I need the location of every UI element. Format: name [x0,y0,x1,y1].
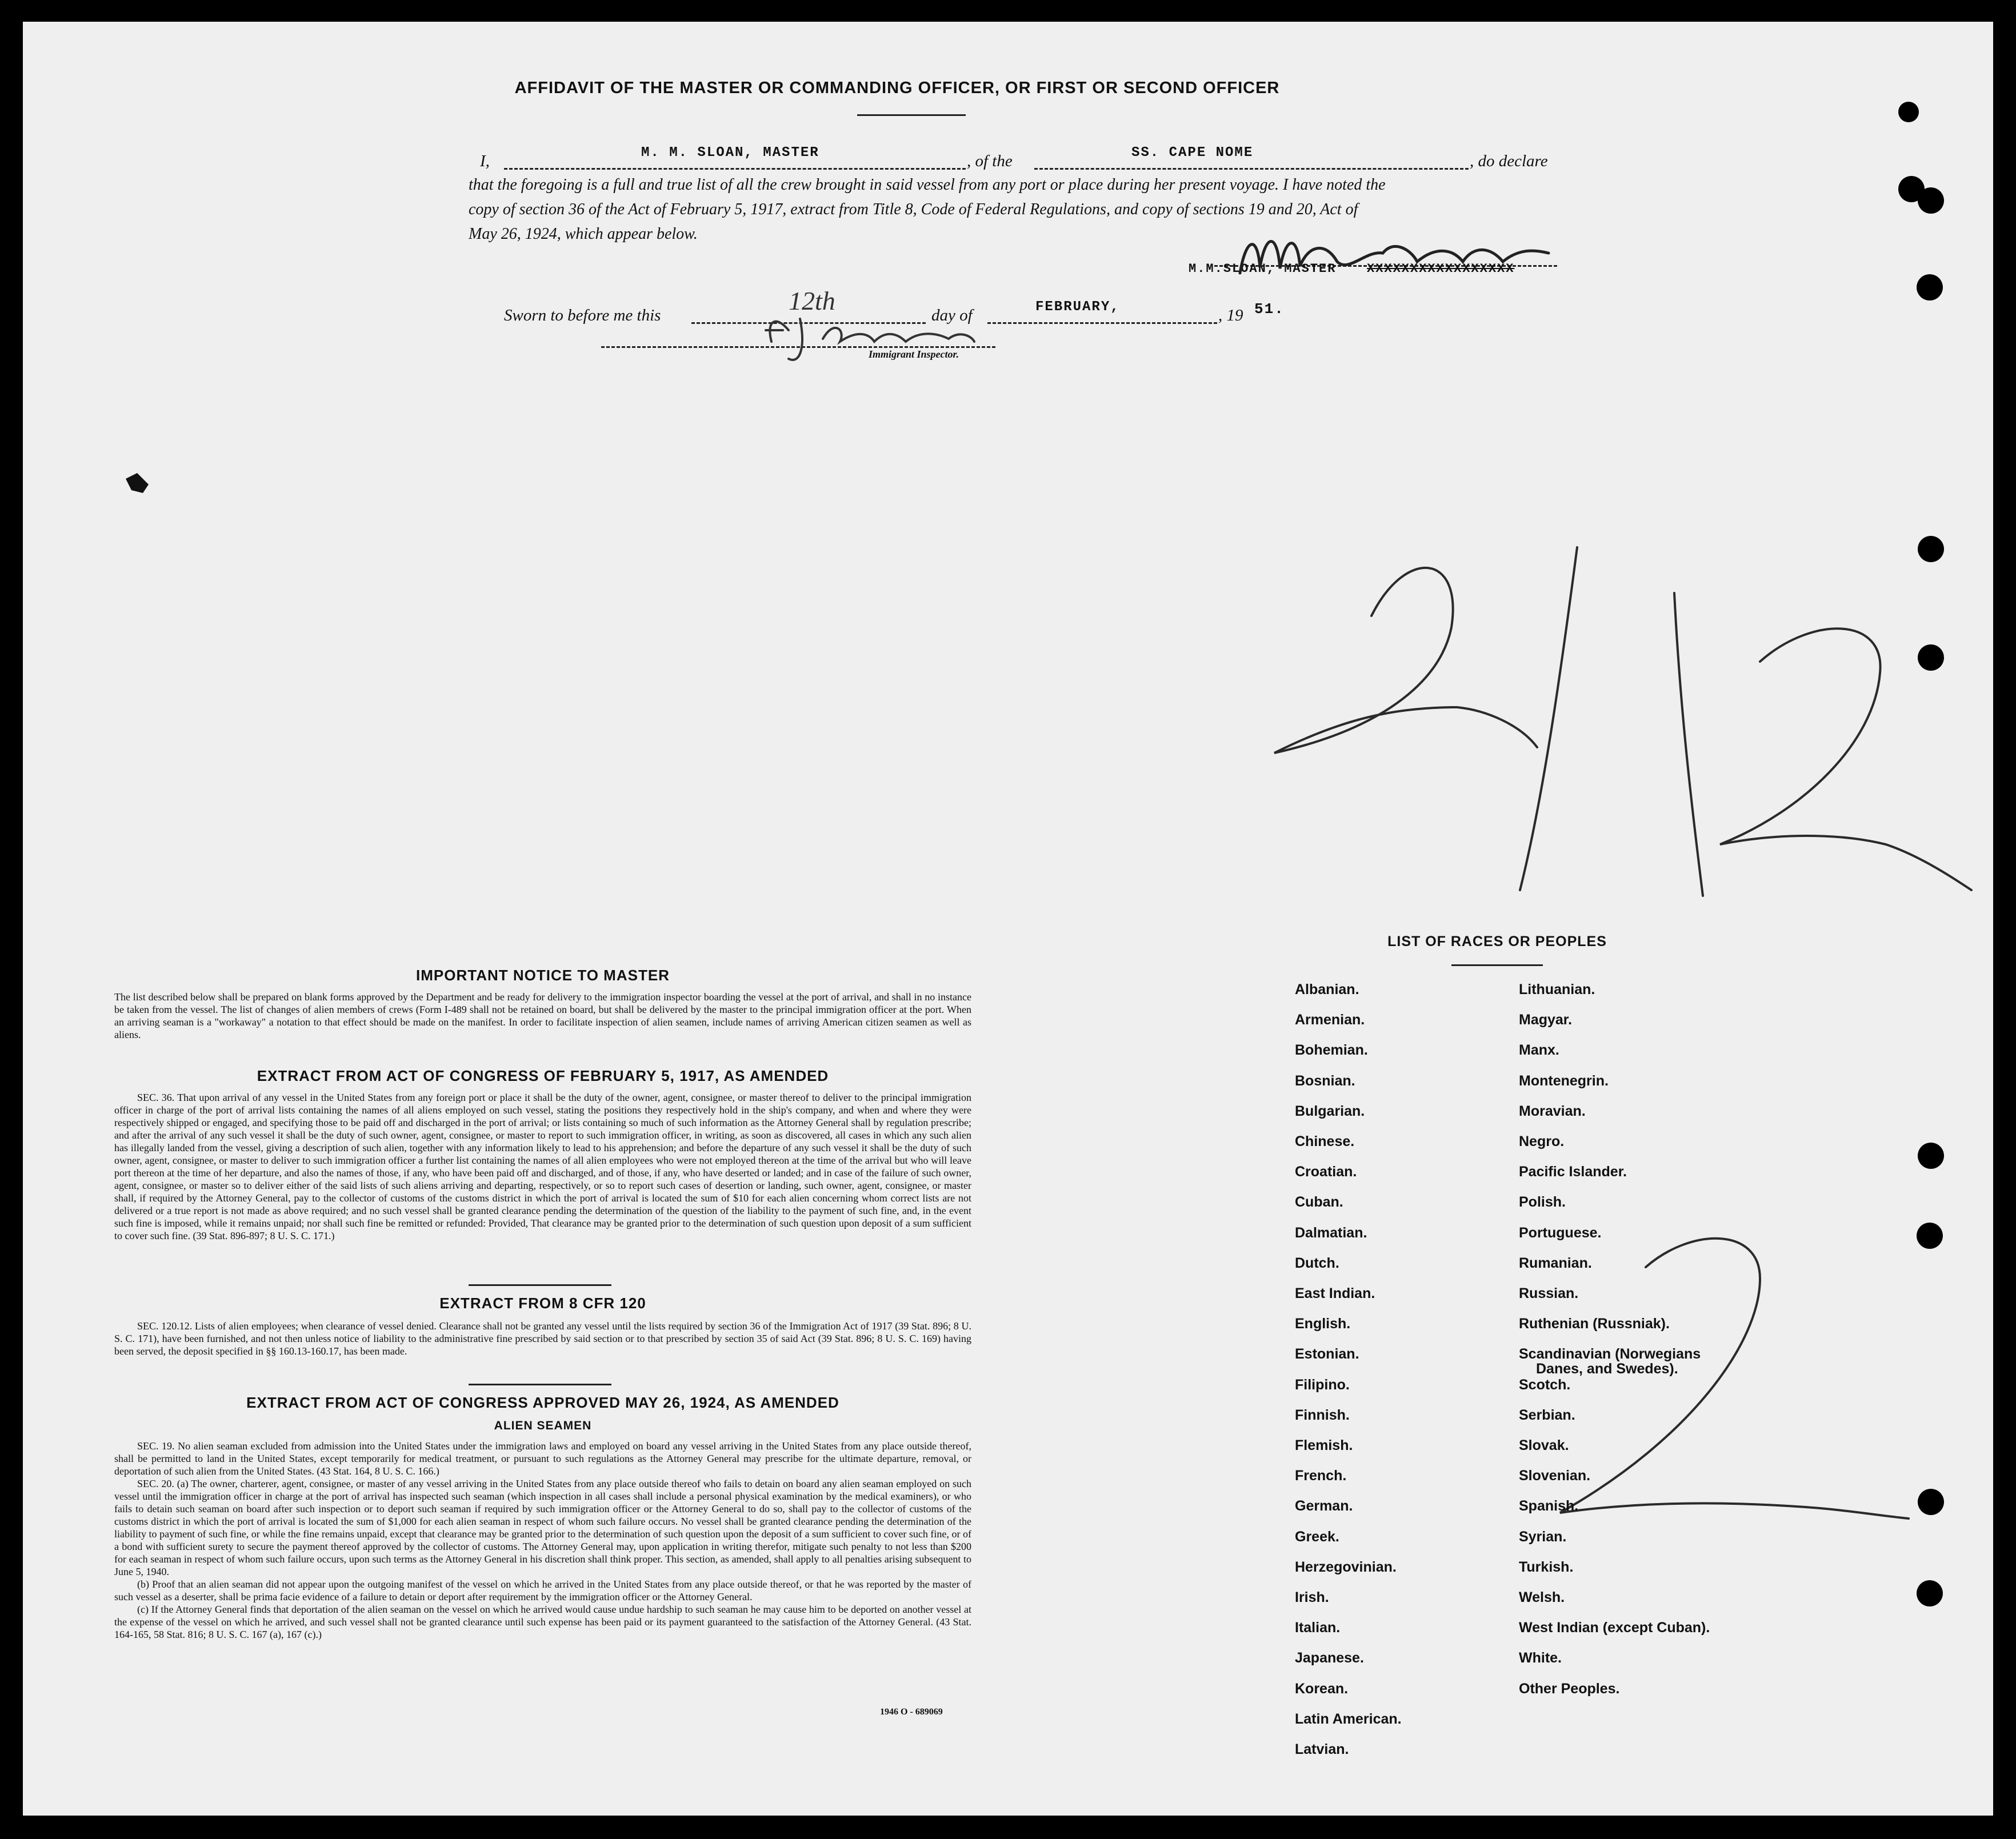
race-item: Syrian. [1519,1529,1567,1545]
punch-hole [1917,1580,1943,1606]
race-item: Albanian. [1295,981,1359,997]
race-item: Croatian. [1295,1164,1357,1180]
races-title: LIST OF RACES OR PEOPLES [1387,933,1607,949]
ink-blot [126,473,149,493]
master-signature [1240,242,1549,274]
master-name: M. M. SLOAN, MASTER [641,145,819,161]
punch-hole [1918,1489,1944,1515]
race-item: German. [1295,1498,1353,1514]
race-item: Serbian. [1519,1407,1575,1423]
signature-typed-name: M.M.SLOAN, MASTER [1189,262,1337,276]
vessel-name: SS. CAPE NOME [1131,145,1254,161]
race-item: Irish. [1295,1589,1329,1605]
race-item: Korean. [1295,1681,1349,1697]
extract-1917-title: EXTRACT FROM ACT OF CONGRESS OF FEBRUARY 5, 1917, AS AMENDED [257,1067,829,1084]
handwriting-overlay [23,22,1993,1816]
document-page [23,22,1993,1816]
punch-hole [1898,102,1919,122]
race-item: Scotch. [1519,1377,1571,1393]
race-item: Latvian. [1295,1741,1349,1757]
race-item: White. [1519,1650,1562,1666]
race-item: Lithuanian. [1519,981,1595,997]
punch-hole [1917,274,1943,301]
day-of-label: day of [931,306,973,324]
section-20c-content: (c) If the Attorney General finds that deportation of the alien seaman on the vessel on which he arrived would cause undue hardship to such seaman he may cause him to be deported on another vessel at the expense of the vessel on which he arrived, and such vessel shall not be granted clearance until such expense has been paid or its payment guaranteed to the satisfaction of the Attorney General. (43 Stat. 164-165, 58 Stat. 816; 8 U. S. C. 167 (a), 167 (c).) [114,1604,971,1640]
race-item: Magyar. [1519,1012,1573,1028]
race-item: Flemish. [1295,1437,1353,1453]
section-20b-content: (b) Proof that an alien seaman did not appear upon the outgoing manifest of the vessel on which he arrived in the United States from any place outside thereof, or that he was reported by the master of such vessel as a deserter, shall be prima facie evidence of a failure to detain or deport after requirement by the immigration officer or the Attorney General. [114,1578,971,1602]
extract-1924-title: EXTRACT FROM ACT OF CONGRESS APPROVED MAY 26, 1924, AS AMENDED [246,1394,839,1411]
race-item: Japanese. [1295,1650,1364,1666]
declaration-line-3: May 26, 1924, which appear below. [469,225,698,243]
declaration-line-1: that the foregoing is a full and true list of all the crew brought in said vessel from any port or place during her present voyage. I have noted the [469,176,1386,194]
race-item: Bohemian. [1295,1042,1368,1058]
race-item: Cuban. [1295,1194,1343,1210]
race-item: Turkish. [1519,1559,1574,1575]
race-item: Chinese. [1295,1133,1355,1149]
of-the-label: , of the [967,152,1013,170]
race-item: Latin American. [1295,1711,1402,1727]
race-item: Pacific Islander. [1519,1164,1627,1180]
section-36-content: SEC. 36. That upon arrival of any vessel in the United States from any foreign port or place it shall be the duty of the owner, agent, consignee, or master thereof to deliver to the principal immigration officer in charge of the port of arrival lists containing the names of all aliens employed on such vessel, stating the positions they respectively hold in the ship's company, and when and where they were respectively shipped or engaged, and specifying those to be paid off and discharged in the port of arrival; or lists containing so much of such information as the Attorney General shall by regulation prescribe; and after the arrival of any such vessel it shall be the duty of such owner, agent, consignee, or master to report to such immigration officer, in writing, as soon as discovered, all cases in which any such alien has illegally landed from the vessel, giving a description of such alien, together with any information likely to lead to his apprehension; and before the departure of any such vessel it shall be the duty of such owner, agent, consignee, or master to deliver to such immigration officer a further list containing the names of all alien employees who were not employed thereon at the time of the arrival but who will leave port thereon at the time of her departure, and also the names of those, if any, who have been paid off and discharged, and of those, if any, who have deserted or landed; and in case of the failure of such owner, agent, consignee, or master so to deliver either of the said lists of such aliens arriving and departing, respectively, or so to report such cases of desertion or landing, such owner, agent, consignee, or master shall, if required by the Attorney General, pay to the collector of customs of the customs district in which the port of arrival is located the sum of $10 for each alien concerning whom correct lists are not delivered or a true report is not made as above required; and no such vessel shall be granted clearance pending the determination of the question of the liability to the payment of such fine, and, in the event such fine is imposed, while it remains unpaid; nor shall such fine be remitted or refunded: Provided, That clearance may be granted prior to the determination of such question upon deposit of a sum sufficient to cover such fine. (39 Stat. 896-897; 8 U. S. C. 171.) [114,1092,971,1241]
race-item: Manx. [1519,1042,1559,1058]
declaration-prefix: I, [480,152,490,170]
race-item: Finnish. [1295,1407,1350,1423]
year-prefix: , 19 [1218,306,1243,324]
race-item: Italian. [1295,1620,1341,1636]
signature-struck-text: XXXXXXXXXXXXXXXXX [1367,262,1515,276]
race-item: Polish. [1519,1194,1566,1210]
sworn-year: 51. [1254,301,1285,318]
race-item: Rumanian. [1519,1255,1592,1271]
race-item: English. [1295,1316,1351,1332]
affidavit-title: AFFIDAVIT OF THE MASTER OR COMMANDING OFFICER, OR FIRST OR SECOND OFFICER [514,79,1280,97]
punch-hole [1917,1223,1943,1249]
race-item: Slovenian. [1519,1468,1591,1484]
inspector-signature [766,319,974,360]
notice-text: The list described below shall be prepared on blank forms approved by the Department and be ready for delivery to the immigration inspector boarding the vessel at the port of arrival, and shall in no instance be taken from the vessel. The list of changes of alien members of crews (Form I-489 shall not be retained on board, but shall be delivered by the master to the principal immigration officer at the port. When an arriving seaman is a "workaway" a notation to that effect should be made on the manifest. In order to facilitate inspection of alien seamen, include names of arriving American citizen seamen as well as aliens. [114,991,971,1040]
extract-1924-subtitle: ALIEN SEAMEN [494,1419,592,1432]
do-declare-label: , do declare [1470,152,1548,170]
sworn-day-handwritten: 12th [789,286,835,315]
punch-hole [1918,187,1944,214]
race-item: Russian. [1519,1285,1579,1301]
declaration-line-2: copy of section 36 of the Act of February 5, 1917, extract from Title 8, Code of Federal Regulations, and copy of sections 19 and 20, Act of [469,201,1358,218]
sworn-month: FEBRUARY, [1035,299,1120,315]
race-item: Estonian. [1295,1346,1359,1362]
race-item: Ruthenian (Russniak). [1519,1316,1670,1332]
race-item: Filipino. [1295,1377,1350,1393]
race-item: Negro. [1519,1133,1565,1149]
race-item: French. [1295,1468,1347,1484]
race-item: Bosnian. [1295,1073,1355,1089]
race-item: Moravian. [1519,1103,1586,1119]
race-item: Montenegrin. [1519,1073,1609,1089]
race-item: East Indian. [1295,1285,1375,1301]
race-item: Dutch. [1295,1255,1339,1271]
race-item: Dalmatian. [1295,1225,1367,1241]
punch-hole [1918,1143,1944,1169]
section-20a-content: SEC. 20. (a) The owner, charterer, agent, consignee, or master of any vessel arriving in the United States from any place outside thereof who fails to detain on board any alien seaman employed on such vessel until the immigration officer in charge at the port of arrival has inspected such seaman (which inspection in all cases shall include a personal physical examination by the medical examiners), or who fails to detain such seaman on board after such inspection or to deport such seaman if required by such immigration officer or the Attorney General to do so, shall pay to the collector of customs of the customs district in which the port of arrival is located the sum of $1,000 for each alien seaman in respect of whom such failure occurs. No vessel shall be granted clearance pending the determination of the liability to payment of such fine, or while the fine remains unpaid, except that clearance may be granted prior to the determination of such question upon the deposit of a sum sufficient to cover such fine, or of a bond with sufficient surety to secure the payment thereof approved by the collector of customs. The Attorney General may, upon application in writing therefor, mitigate such penalty to not less than $200 for each seaman in respect of whom such failure occurs, upon such terms as the Attorney General in his discretion shall think proper. This section, as amended, shall apply to all penalties arising subsequent to June 5, 1940. [114,1478,971,1577]
punch-hole [1918,536,1944,562]
race-item: Bulgarian. [1295,1103,1365,1119]
notice-title: IMPORTANT NOTICE TO MASTER [416,967,670,984]
section-19-content: SEC. 19. No alien seaman excluded from admission into the United States under the immigration laws and employed on board any vessel arriving in the United States from any place outside thereof, shall be permitted to land in the United States, except temporarily for medical treatment, or pursuant to such regulations as the Attorney General may prescribe for the ultimate departure, removal, or deportation of such alien from the United States. (43 Stat. 164, 8 U. S. C. 166.) [114,1440,971,1477]
race-item: Spanish. [1519,1498,1579,1514]
race-item: Herzegovinian. [1295,1559,1397,1575]
race-item: Portuguese. [1519,1225,1602,1241]
race-item: Greek. [1295,1529,1339,1545]
section-120-12-content: SEC. 120.12. Lists of alien employees; when clearance of vessel denied. Clearance shall not be granted any vessel until the lists required by section 36 of the Immigration Act of 1917 (39 Stat. 896; 8 U. S. C. 171), have been furnished, and not then unless notice of liability to the administrative fine prescribed by said section or to that prescribed by section 35 of said Act (39 Stat. 896; 8 U. S. C. 169) having been served, the deposit specified in §§ 160.13-160.17, has been made. [114,1320,971,1357]
inspector-label: Immigrant Inspector. [869,348,959,360]
punch-hole [1918,644,1944,671]
race-item: West Indian (except Cuban). [1519,1620,1710,1636]
race-item: Danes, and Swedes). [1536,1361,1678,1377]
race-item: Armenian. [1295,1012,1365,1028]
extract-cfr-title: EXTRACT FROM 8 CFR 120 [439,1295,646,1312]
print-code: 1946 O - 689069 [880,1707,943,1717]
race-item: Welsh. [1519,1589,1565,1605]
race-item: Scandinavian (Norwegians [1519,1346,1701,1362]
sworn-prefix: Sworn to before me this [504,306,661,324]
race-item: Other Peoples. [1519,1681,1620,1697]
race-item: Slovak. [1519,1437,1569,1453]
